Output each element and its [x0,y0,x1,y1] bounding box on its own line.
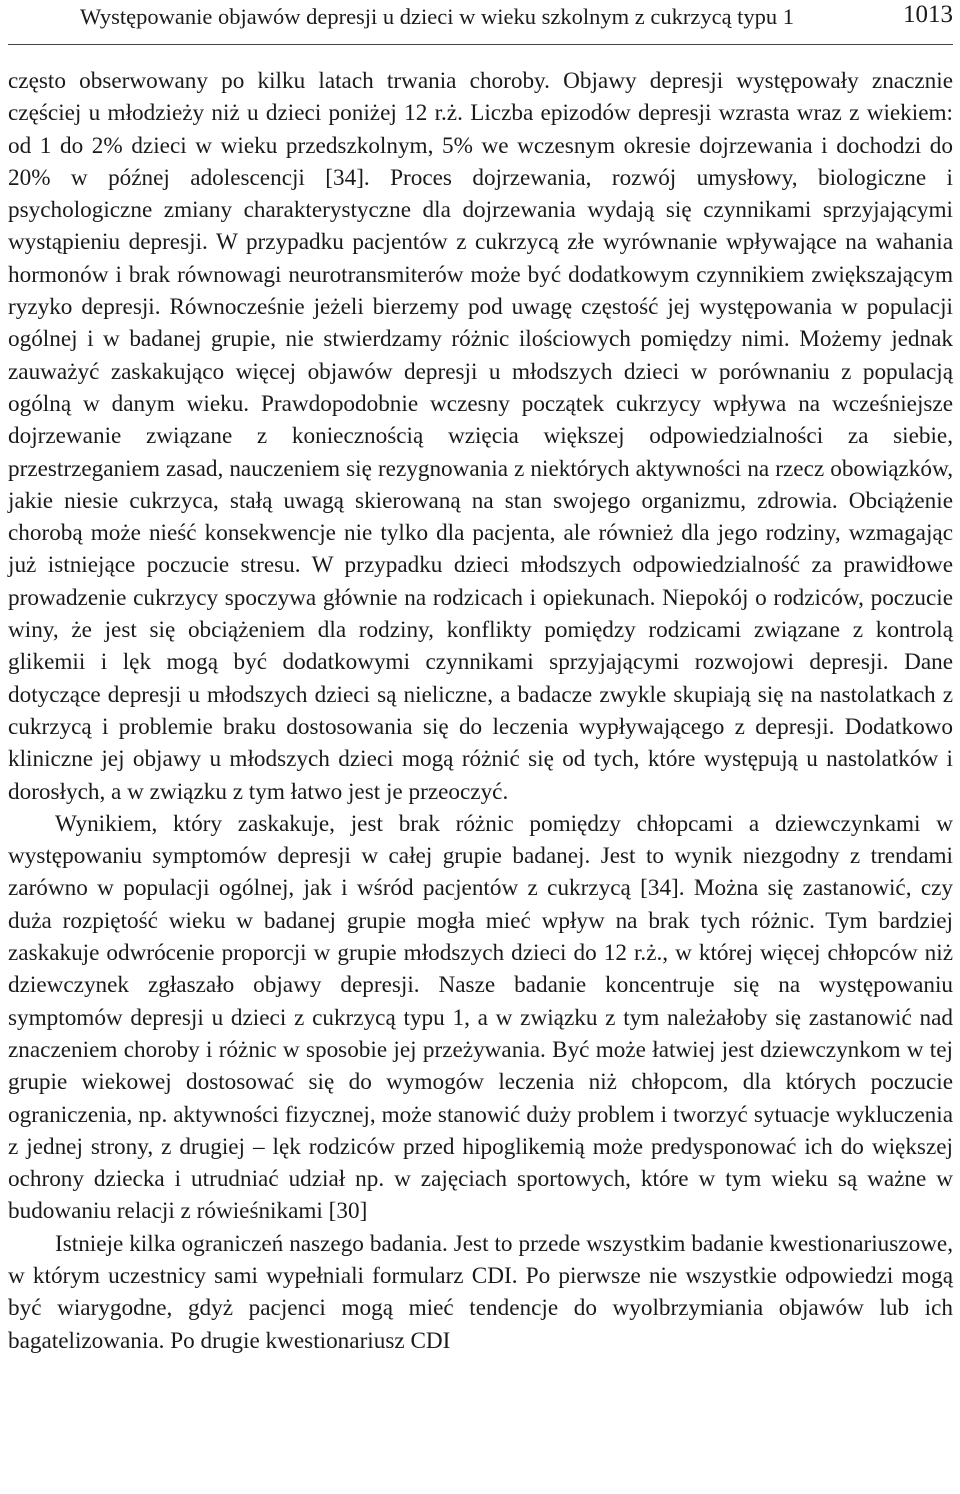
article-body [8,65,953,1357]
document-page [8,0,953,1357]
paragraph-limitations: Istnieje kilka ograniczeń naszego badania. Jest to przede wszystkim badanie kwestionariuszowe, w którym uczestnicy sami wypełniali formularz CDI. Po pierwsze nie wszystkie odpowiedzi mogą być wiarygodne, gdyż pacjenci mogą mieć tendencje do wyolbrzymiania objawów lub ich bagatelizowania. Po drugie kwestionariusz CDI [8,1230,953,1354]
paragraph-gender-differences: Wynikiem, który zaskakuje, jest brak różnic pomiędzy chłopcami a dziewczynkami w występowaniu symptomów depresji w całej grupie badanej. Jest to wynik niezgodny z trendami zarówno w populacji ogólnej, jak i wśród pacjentów z cukrzycą [34]. Można się zastanowić, czy duża rozpiętość wieku w badanej grupie mogła mieć wpływ na brak tych różnic. Tym bardziej zaskakuje odwrócenie proporcji w grupie młodszych dzieci do 12 r.ż., w której więcej chłopców niż dziewczynek zgłaszało objawy depresji. Nasze badanie koncentruje się na występowaniu symptomów depresji u dzieci z cukrzycą typu 1, a w związku z tym należałoby się zastanowić nad znaczeniem choroby i różnic w sposobie jej przeżywania. Być może łatwiej jest dziewczynkom w tej grupie wiekowej dostosować się do wymogów leczenia niż chłopcom, dla których poczucie ograniczenia, np. aktywności fizycznej, może stanowić duży problem i tworzyć sytuacje wykluczenia z jednej strony, z drugiej – lęk rodziców przed hipoglikemią może predysponować ich do większej ochrony dziecka i utrudniać udział np. w zajęciach sportowych, które w tym wieku są ważne w budowaniu relacji z rówieśnikami [30] [8,810,953,1225]
running-header [8,0,953,45]
running-title: Występowanie objawów depresji u dzieci w wieku szkolnym z cukrzycą typu 1 [80,4,795,29]
paragraph-continued: często obserwowany po kilku latach trwania choroby. Objawy depresji występowały znacznie częściej u młodzieży niż u dzieci poniżej 12 r.ż. Liczba epizodów depresji wzrasta wraz z wiekiem: od 1 do 2% dzieci w wieku przedszkolnym, 5% we wczesnym okresie dojrzewania i dochodzi do 20% w późnej adolescencji [34]. Proces dojrzewania, rozwój umysłowy, biologiczne i psychologiczne zmiany charakterystyczne dla dojrzewania wydają się czynnikami sprzyjającymi wystąpieniu depresji. W przypadku pacjentów z cukrzycą złe wyrównanie wpływające na wahania hormonów i brak równowagi neurotransmiterów może być dodatkowym czynnikiem zwiększającym ryzyko depresji. Równocześnie jeżeli bierzemy pod uwagę częstość jej występowania w populacji ogólnej i w badanej grupie, nie stwierdzamy różnic ilościowych pomiędzy nimi. Możemy jednak zauważyć zaskakująco więcej objawów depresji u młodszych dzieci w porównaniu z populacją ogólną w danym wieku. Prawdopodobnie wczesny początek cukrzycy wpływa na wcześniejsze dojrzewanie związane z koniecznością wzięcia większej odpowiedzialności za siebie, przestrzeganiem zasad, nauczeniem się rezygnowania z niektórych aktywności na rzecz obowiązków, jakie niesie cukrzyca, stałą uwagą skierowaną na stan swojego organizmu, zdrowia. Obciążenie chorobą może nieść konsekwencje nie tylko dla pacjenta, ale również dla jego rodziny, wzmagając już istniejące poczucie stresu. W przypadku dzieci młodszych odpowiedzialność za prawidłowe prowadzenie cukrzycy spoczywa głównie na rodzicach i opiekunach. Niepokój o rodziców, poczucie winy, że jest się obciążeniem dla rodziny, konflikty pomiędzy rodzicami związane z kontrolą glikemii i lęk mogą być dodatkowymi czynnikami sprzyjającymi rozwojowi depresji. Dane dotyczące depresji u młodszych dzieci są nieliczne, a badacze zwykle skupiają się na nastolatkach z cukrzycą i problemie braku dostosowania się do leczenia wypływającego z depresji. Dodatkowo kliniczne jej objawy u młodszych dzieci mogą różnić się od tych, które występują u nastolatków i dorosłych, a w związku z tym łatwo jest je przeoczyć. [8,68,953,805]
page-number: 1013 [903,1,953,28]
